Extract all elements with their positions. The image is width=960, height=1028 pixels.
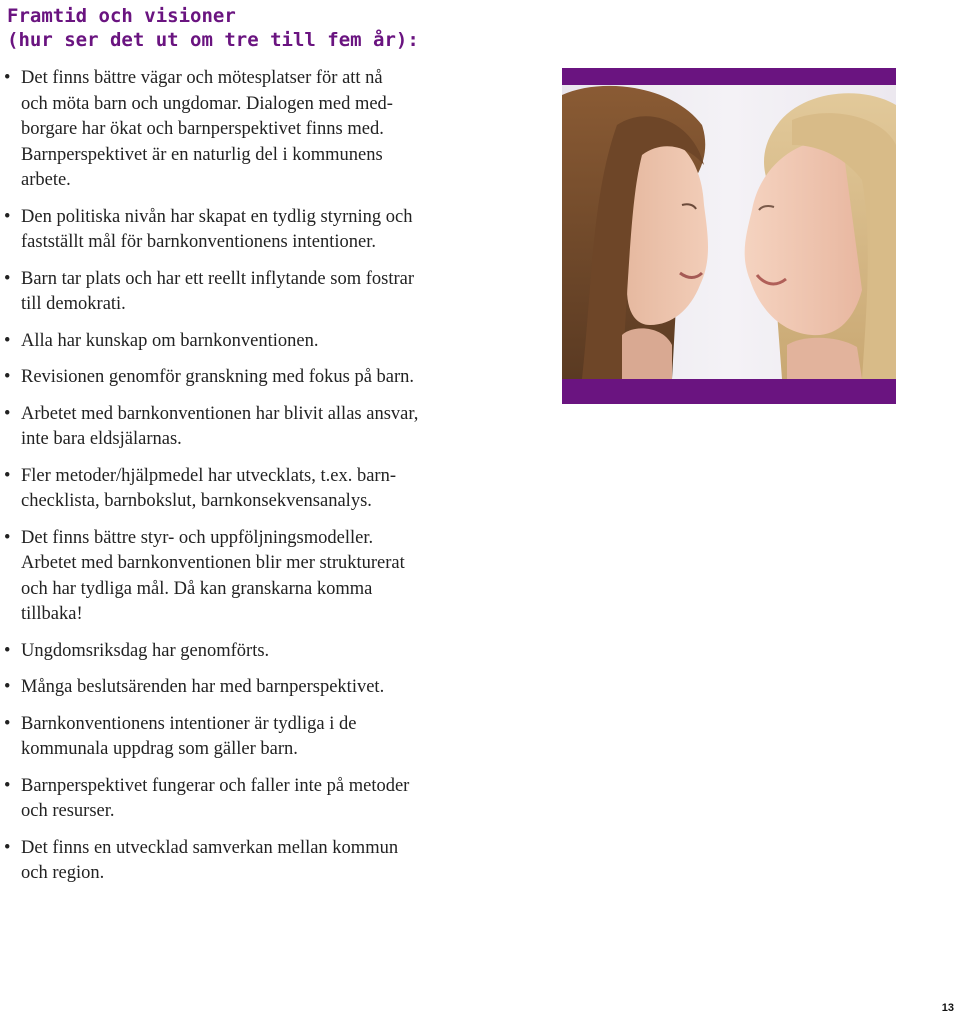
vision-bullet-list: [0, 66, 460, 898]
bullet-text-line: Revisionen genomför granskning med fokus på barn.: [21, 367, 415, 387]
bullet-text-line: och möta barn och ungdomar. Dialogen med med-: [21, 93, 393, 114]
bullet-dot: •: [4, 206, 11, 227]
photo-frame: [562, 68, 896, 404]
bullet-item: [0, 675, 460, 701]
bullet-text-line: Arbetet med barnkonventionen blir mer strukturerat: [21, 553, 405, 573]
bullet-text-line: borgare har ökat och barnperspektivet finns med.: [21, 119, 384, 139]
page-heading: [7, 4, 419, 52]
bullet-text-line: och resurser.: [21, 801, 115, 821]
bullet-dot: •: [4, 403, 11, 424]
bullet-item: [0, 836, 460, 887]
bullet-dot: •: [4, 268, 11, 289]
photo-bottom-bar: [562, 379, 896, 404]
bullet-text-line: och region.: [21, 863, 105, 883]
bullet-text-line: arbete.: [21, 170, 71, 190]
bullet-item: [0, 774, 460, 825]
bullet-item: [0, 205, 460, 256]
bullet-text-line: Det finns bättre styr- och uppföljningsmodeller.: [21, 527, 374, 548]
bullet-text-line: Arbetet med barnkonventionen har blivit allas ansvar,: [21, 403, 419, 424]
bullet-dot: •: [4, 775, 11, 796]
bullet-item: [0, 66, 460, 194]
bullet-text-line: kommunala uppdrag som gäller barn.: [21, 739, 298, 759]
bullet-text-line: Fler metoder/hjälpmedel har utvecklats, t.ex. barn-: [21, 465, 397, 486]
bullet-item: [0, 267, 460, 318]
bullet-text-line: Alla har kunskap om barnkonventionen.: [21, 330, 319, 351]
bullet-text-line: checklista, barnbokslut, barnkonsekvensanalys.: [21, 491, 372, 511]
bullet-item: [0, 402, 460, 453]
bullet-item: [0, 329, 460, 355]
bullet-text-line: Barnkonventionens intentioner är tydliga i de: [21, 713, 357, 734]
bullet-text-line: inte bara eldsjälarnas.: [21, 429, 182, 449]
photo-girl-and-woman: [562, 85, 896, 379]
bullet-item: [0, 526, 460, 628]
bullet-text-line: Ungdomsriksdag har genomförts.: [21, 640, 270, 661]
bullet-dot: •: [4, 677, 11, 697]
bullet-text-line: Barn tar plats och har ett reellt inflytande som fostrar: [21, 268, 414, 289]
bullet-text-line: fastställt mål för barnkonventionens intentioner.: [21, 232, 377, 252]
bullet-dot: •: [4, 713, 11, 734]
bullet-dot: •: [4, 68, 11, 88]
bullet-item: [0, 712, 460, 763]
bullet-text-line: Det finns bättre vägar och mötesplatser för att nå: [21, 68, 383, 88]
bullet-text-line: och har tydliga mål. Då kan granskarna komma: [21, 578, 373, 599]
heading-line-1: Framtid och visioner: [7, 5, 236, 27]
bullet-text-line: till demokrati.: [21, 294, 126, 314]
photo-top-bar: [562, 68, 896, 85]
bullet-item: [0, 464, 460, 515]
heading-line-2: (hur ser det ut om tre till fem år):: [7, 29, 419, 51]
bullet-text-line: Barnperspektivet fungerar och faller inte på metoder: [21, 775, 410, 796]
bullet-item: [0, 365, 460, 391]
bullet-dot: •: [4, 837, 11, 858]
bullet-text-line: Många beslutsärenden har med barnperspektivet.: [21, 677, 385, 697]
bullet-text-line: Barnperspektivet är en naturlig del i kommunens: [21, 144, 383, 165]
bullet-item: [0, 639, 460, 665]
bullet-text-line: Det finns en utvecklad samverkan mellan kommun: [21, 837, 399, 858]
bullet-dot: •: [4, 367, 11, 387]
bullet-text-line: tillbaka!: [21, 604, 83, 624]
bullet-dot: •: [4, 330, 11, 351]
bullet-dot: •: [4, 527, 11, 548]
bullet-text-line: Den politiska nivån har skapat en tydlig styrning och: [21, 206, 413, 227]
bullet-dot: •: [4, 640, 11, 661]
page-number: 13: [941, 1002, 954, 1014]
bullet-dot: •: [4, 465, 11, 486]
